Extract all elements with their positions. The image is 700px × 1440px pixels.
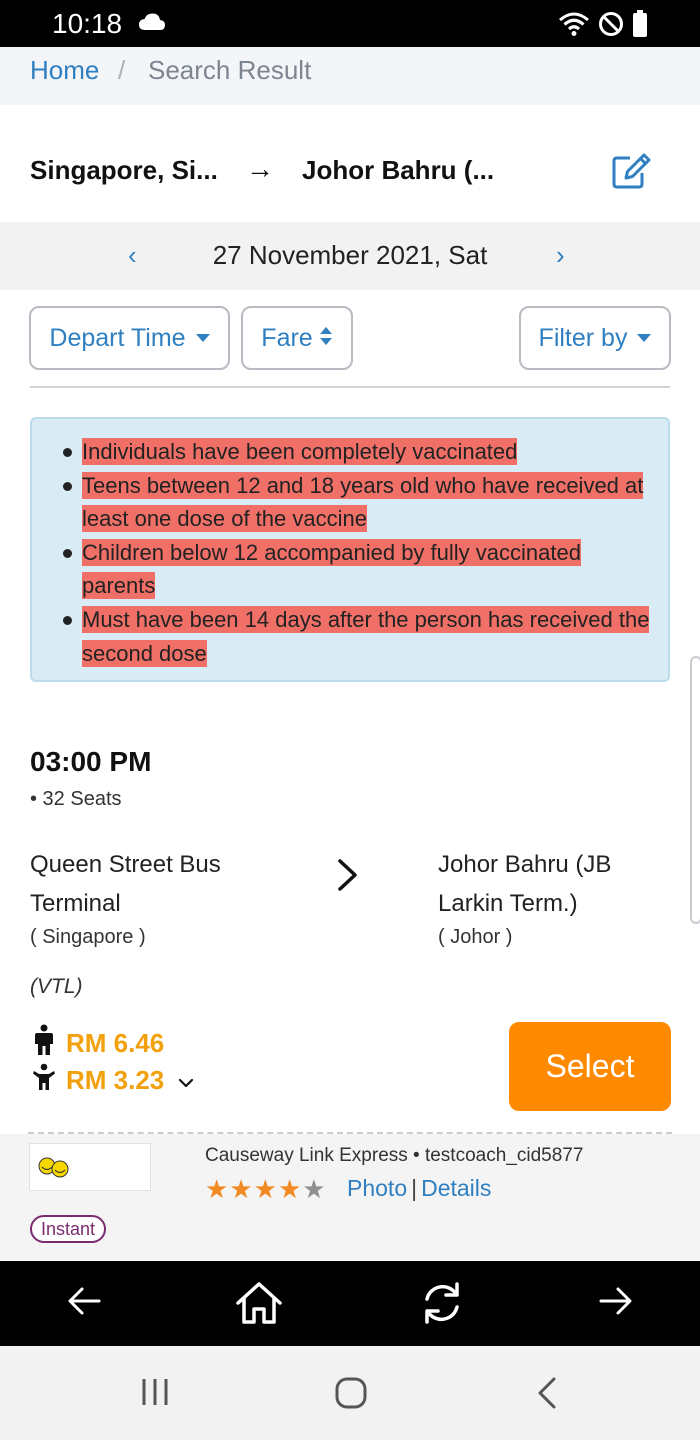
select-trip-button[interactable]: Select [509,1022,671,1111]
notice-item: Teens between 12 and 18 years old who have received at least one dose of the vaccine [82,469,652,536]
operator-name: Causeway Link Express • testcoach_cid5877 [205,1145,584,1166]
previous-date-button[interactable]: ‹ [128,240,137,270]
back-icon[interactable] [535,1376,559,1415]
star-icon: ★ [205,1174,229,1204]
details-link[interactable]: Details [421,1175,492,1201]
adult-fare [32,1024,164,1063]
star-icon: ★ [253,1174,277,1204]
caret-down-icon [637,334,651,342]
breadcrumb-separator: / [118,55,126,85]
operator-links [347,1175,491,1202]
forward-arrow-icon[interactable] [598,1281,634,1326]
notice-item: Individuals have been completely vaccinated [82,435,652,469]
edit-icon[interactable] [612,153,652,194]
route-arrow: → [246,153,274,184]
chevron-down-icon[interactable] [178,1065,194,1096]
filter-by-label: Filter by [538,323,628,352]
notice-list [82,435,652,670]
photo-link[interactable]: Photo [347,1175,408,1201]
status-bar [0,0,700,47]
chevron-right-icon [336,858,360,897]
route-origin: Singapore, Si... [30,155,218,185]
caret-down-icon [196,334,210,342]
breadcrumb [0,47,700,105]
filter-by-button[interactable] [519,306,671,370]
adult-fare-value: RM 6.46 [66,1028,165,1058]
vtl-tag: (VTL) [30,975,83,998]
operator-rating [205,1175,326,1203]
fare-sort-button[interactable] [241,306,353,370]
refresh-icon[interactable] [420,1281,464,1330]
wifi-icon [558,11,590,42]
vaccination-notice [30,417,670,682]
depart-time-sort-button[interactable] [29,306,230,370]
seats-available: • 32 Seats [30,788,122,810]
destination-region: ( Johor ) [438,926,513,948]
breadcrumb-current: Search Result [148,55,312,85]
link-separator: | [411,1175,418,1201]
home-button-icon[interactable] [334,1376,368,1415]
star-icon: ★ [277,1174,302,1204]
divider [30,386,670,388]
travel-date: 27 November 2021, Sat [212,240,488,270]
origin-terminal: Queen Street Bus Terminal [30,851,221,917]
star-icon: ★ [229,1174,253,1204]
back-arrow-icon[interactable] [66,1281,102,1326]
route-destination: Johor Bahru (... [302,155,495,185]
home-icon[interactable] [234,1281,284,1330]
child-fare-value: RM 3.23 [66,1065,165,1095]
system-navigation-bar [0,1346,700,1440]
battery-icon [632,10,648,43]
breadcrumb-home-link[interactable]: Home [30,55,100,85]
instant-badge: Instant [30,1215,106,1243]
date-navigator [0,222,700,290]
operator-logo [29,1143,151,1191]
cloud-icon [138,12,166,37]
fare-label: Fare [261,323,313,352]
recent-apps-icon[interactable] [140,1376,172,1413]
child-fare[interactable] [32,1063,194,1098]
browser-toolbar [0,1261,700,1346]
departure-time: 03:00 PM [30,746,152,777]
notice-item: Must have been 14 days after the person has received the second dose [82,603,652,670]
child-icon [32,1063,56,1098]
star-icon: ★ [302,1174,326,1204]
route-header [0,105,700,222]
sort-icon [319,324,333,353]
scrollbar[interactable] [690,656,700,924]
adult-icon [32,1024,56,1063]
destination-terminal: Johor Bahru (JB Larkin Term.) [438,851,612,917]
do-not-disturb-icon [598,11,624,42]
status-time: 10:18 [52,8,123,39]
origin-region: ( Singapore ) [30,926,146,948]
next-date-button[interactable]: › [556,240,565,270]
notice-item: Children below 12 accompanied by fully vaccinated parents [82,536,652,603]
depart-time-label: Depart Time [49,323,186,352]
